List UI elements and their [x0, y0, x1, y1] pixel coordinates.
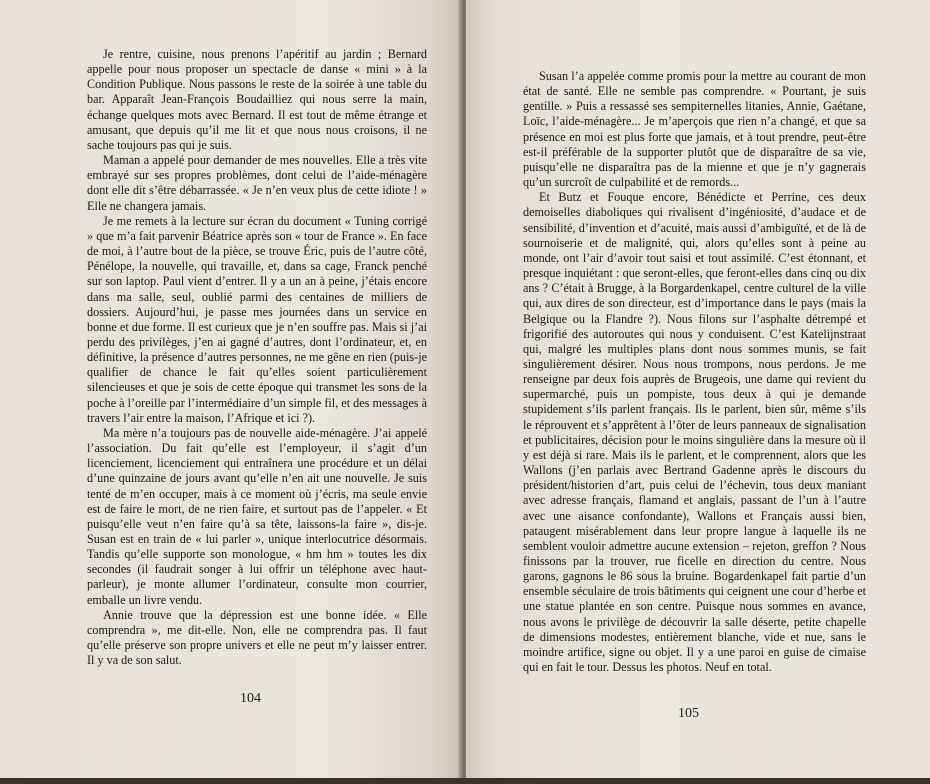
- right-page-text: [523, 69, 866, 675]
- left-page: [0, 0, 462, 784]
- paragraph: Et Butz et Fouque encore, Bénédicte et Perrine, ces deux demoiselles diaboliques qui rivalisent d’ingéniosité, d’audace et de sensibilité, d’invention et d’acuité, mais aussi d’ambiguïté, et de là de sournoiserie et de malignité, qui, alors qu’elles sont à peine au monde, ont l’air d’avoir tout saisi et tout assimilé. C’est étonnant, et presque inquiétant : que seront-elles, que feront-elles dans cinq ou dix ans ? C’était à Brugge, à la Borgardenkapel, centre culturel de la ville qui, aux dires de son directeur, est d’importance dans le pays (mais la Belgique ou la Flandre ?). Nous filons sur l’asphalte détrempé et frigorifié des autoroutes qui nous y conduisent. C’est Katelijnstraat qui, malgré les multiples plans dont nous sommes munis, se fait singulièrement désirer. Nous nous trompons, nous perdons. Je me renseigne par deux fois auprès de Brugeois, une dame qui revient du supermarché, puis un pompiste, tous deux à qui je demande stupidement s’ils parlent français. Ils le parlent, bien sûr, même s’ils le réprouvent et s’apprêtent à l’ôter de leurs panneaux de signalisation et publicitaires, décision pour le moins singulière dans la mesure où il y est déjà si rare. Mais ils le parlent, et le comprennent, alors que les Wallons (j’en parlais avec Bertrand Gadenne après le discours du président/historien d’art, puis celui de l’échevin, tous deux maniant avec adresse français, flamand et anglais, passant de l’un à l’autre avec une aisance confondante), Wallons et Français aussi bien, pataugent misérablement dans leur propre langue à laquelle ils ne semblent vouloir admettre aucune extension – rejeton, greffon ? Nous finissons par la trouver, rue ficelle en direction du centre. Nous garons, gagnons le 86 sous la bruine. Bogardenkapel fait partie d’un ensemble séculaire de trois bâtiments qui ceignent une cour d’herbe et une statue plantée en son centre. Puisque nous sommes en avance, nous avons le privilège de découvrir la salle déserte, petite chapelle de dimensions modestes, entièrement blanche, vide et nue, sans le moindre artifice, signe ou objet. Il y a une paroi en guise de cimaise qui en fait le tour. Dessus les photos. Neuf en total.: [523, 190, 866, 675]
- page-number: 105: [678, 706, 699, 721]
- paragraph: Susan l’a appelée comme promis pour la mettre au courant de mon état de santé. Elle ne semble pas comprendre. « Pourtant, je suis gentille. » Puis a ressassé ses sempiternelles litanies, Annie, Gaétane, Loïc, l’aide-ménagère... Je m’aperçois que rien n’a changé, et que sa présence en moi est plus forte que jamais, et à tout prendre, peut-être est-il préférable de la supporter plutôt que de disparaître de sa vie, puisqu’elle ne disparaîtra pas de la mienne et que je n’y gagnerais qu’un surcroît de culpabilité et de remords...: [523, 69, 866, 190]
- paragraph: Je me remets à la lecture sur écran du document « Tuning corrigé » que m’a fait parvenir Béatrice après son « tour de France ». En face de moi, à l’autre bout de la pièce, se trouve Éric, puis de l’autre côté, Pénélope, la nouvelle, qui travaille, et, dans sa cage, Franck penché sur son laptop. Paul vient d’entrer. Il y a un an à peine, j’étais encore dans ma salle, seul, oublié parmi des centaines de milliers de dossiers. Aujourd’hui, je passe mes journées dans un service en bonne et due forme. Il est curieux que je n’en souffre pas. Mais si j’ai perdu des privilèges, j’en ai gagné d’autres, dont l’ordinateur, et, en définitive, la présence d’autres personnes, ne me gêne en rien (puis-je qualifier de chance le fait qu’elles soient particulièrement silencieuses et que je sois de cette époque qui transmet les sons de la poche à l’oreille par l’intermédiaire d’un simple fil, et des messages à travers l’air entre la maison, l’Afrique et ici ?).: [87, 213, 427, 425]
- right-page: [466, 0, 930, 784]
- paragraph: Ma mère n’a toujours pas de nouvelle aide-ménagère. J’ai appelé l’association. Du fait qu’elle est l’employeur, il s’agit d’un licenciement, licenciement qui entraînera une procédure et un délai d’une quinzaine de jours avant qu’elle n’en ait une nouvelle. Je suis tenté de m’en occuper, mais à ce moment où j’écris, ma seule envie est de faire le mort, de ne rien faire, et surtout pas de l’appeler. « Et puisqu’elle veut n’en faire qu’à sa tête, laissons-la faire », dis-je. Susan est en train de « lui parler », unique interlocutrice désormais. Tandis qu’elle supporte son monologue, « hm hm » toutes les dix secondes (il faudrait songer à lui offrir un téléphone avec haut-parleur), je monte allumer l’ordinateur, consulte mon courrier, emballe un livre vendu.: [87, 425, 427, 607]
- page-number: 104: [240, 691, 261, 706]
- page-bottom-edge: [0, 778, 930, 784]
- paragraph: Maman a appelé pour demander de mes nouvelles. Elle a très vite embrayé sur ses propres problèmes, dont celui de l’aide-ménagère dont elle dit s’être débarrassée. « Je n’en veux plus de cette idiote ! » Elle ne changera jamais.: [87, 153, 427, 213]
- paragraph: Je rentre, cuisine, nous prenons l’apéritif au jardin ; Bernard appelle pour nous proposer un spectacle de danse « mini » à la Condition Publique. Nous passons le reste de la soirée à une table du bar. Apparaît Jean-François Boudailliez qui nous serre la main, échange quelques mots avec Bernard. Il est tout de même étrange et amusant, que depuis qu’il me lit et que nous nous croisons, il ne sache toujours pas qui je suis.: [87, 47, 427, 152]
- paragraph: Annie trouve que la dépression est une bonne idée. « Elle comprendra », me dit-elle. Non, elle ne comprendra pas. Il faut qu’elle préserve son propre univers et elle ne peut m’y laisser entrer. Il y va de son salut.: [87, 607, 427, 668]
- left-page-text: [87, 47, 427, 668]
